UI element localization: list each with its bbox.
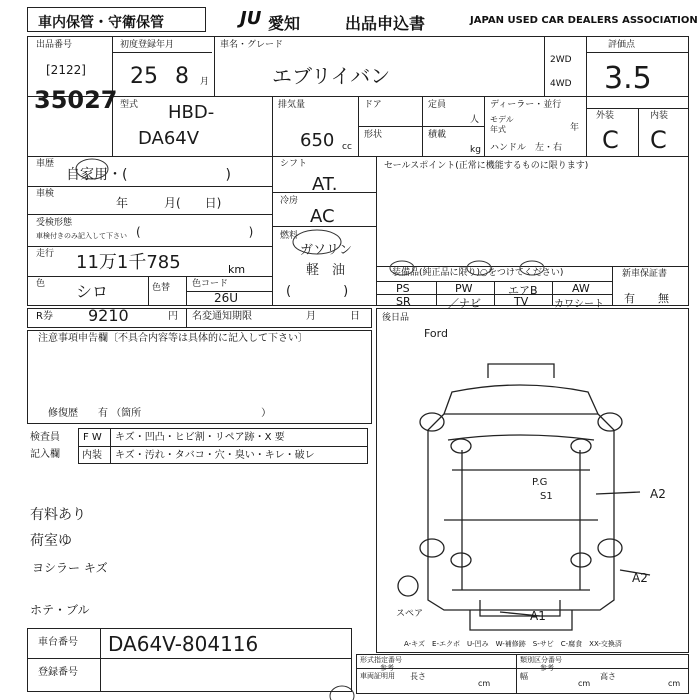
equipment-airbag: エアB [508,284,538,297]
ac-value: AC [310,206,335,227]
interior-items: キズ・汚れ・タバコ・穴・臭い・キレ・破レ [115,450,315,461]
designated-label: 形式指定番号 [360,656,402,664]
year-unit: 年 [570,123,580,133]
fw-label: F W [83,432,102,443]
storage-title: 車内保管・守衛保管 [38,15,164,31]
form-title: 出品申込書 [345,14,426,33]
history-value: 自家用・( ) [66,167,231,183]
model-code-2: DA64V [138,128,200,149]
first-reg-month: 8 [175,64,189,89]
handwritten-note-2: 荷室ゆ [30,533,72,549]
name-change-month: 月 [306,311,316,322]
name-change-label: 名変通知期限 [192,311,252,322]
class-ref: 参考 [540,664,554,672]
damage-mark-a1: A1 [530,609,546,623]
mileage-value: 11万1千785 [76,252,181,273]
equipment-label: 装備品(純正品に限り)○をつけてください) [392,268,564,278]
equipment-leather: カワシート [554,299,604,310]
displacement-value: 650 [300,130,335,151]
recycle-value: 9210 [88,306,129,325]
fuel-gas: ガソリン [300,243,353,258]
ju-logo: JU [240,8,262,29]
lot-number: 35027 [34,86,118,114]
org-name: 愛知 [268,14,301,33]
interior-label: 内装 [650,111,669,121]
damage-legend: A-キズ E-エクボ U-凹み W-補修跡 S-サビ C-腐食 XX-交換済 [404,640,622,648]
repaint-label: 色替 [152,283,171,293]
fuel-other: ( ) [286,284,349,299]
length-unit: cm [478,679,491,688]
capacity-unit: 人 [470,115,480,125]
model-year-label: モデル [490,115,514,124]
model-label: 型式 [120,100,139,110]
handle-label: ハンドル 左・右 [490,143,563,153]
score-label: 評価点 [608,40,636,50]
damage-mark-pg: P.G [532,477,548,488]
receipt-value: ( ) [136,225,254,239]
recycle-label: R券 [36,311,53,322]
length-label: 長さ [410,672,426,681]
damage-mark-s1: S1 [540,491,553,502]
notes-label: 注意事項申告欄〔不具合内容等は具体的に記入して下さい〕 [38,333,308,344]
spare-label: スペア [396,609,424,619]
inspector-label-1: 検査員 [30,432,60,443]
color-label: 色 [36,279,46,289]
new-warranty-label: 新車保証書 [622,269,668,279]
fuel-label: 燃料 [280,231,299,241]
drive-2wd: 2WD [550,55,572,65]
exterior-label: 外装 [596,111,615,121]
shape-label: 形状 [364,130,383,140]
storage-title-box [27,7,206,32]
first-reg-month-unit: 月 [200,77,210,87]
first-reg-label: 初度登録年月 [120,40,175,50]
warranty-no: 無 [658,292,669,305]
name-change-day: 日 [350,311,360,322]
inspector-label-2: 記入欄 [30,449,60,460]
registration-label: 登録番号 [38,667,78,678]
fuel-diesel: 軽 油 [306,263,346,278]
year-label: 年式 [490,125,506,134]
equipment-aw: AW [572,282,590,295]
handwritten-note-1: 有料あり [30,507,86,523]
dealer-label: ディーラー・並行 [490,100,562,110]
color-code-label: 色コード [192,279,229,289]
displacement-unit: cc [342,142,352,152]
mileage-label: 走行 [36,249,55,259]
drive-4wd: 4WD [550,79,572,89]
height-label: 高さ [600,672,616,681]
class-label: 類別区分番号 [520,656,562,664]
exterior-grade: C [602,126,619,154]
association-name: JAPAN USED CAR DEALERS ASSOCIATION [470,15,698,26]
damage-mark-a2-lower: A2 [632,571,648,585]
width-label: 幅 [520,672,528,681]
first-reg-year: 25 [130,64,158,89]
sales-point-label: セールスポイント(正常に機能するものに限ります) [384,161,589,171]
car-name-label: 車名・グレード [220,40,284,50]
rear-items-label: 後日品 [382,313,410,323]
width-unit: cm [578,679,591,688]
capacity-label: 定員 [428,100,447,110]
interior-grade: C [650,126,667,154]
color-code-value: 26U [214,291,239,305]
receipt-note: 車検付きのみ記入して下さい [36,232,127,240]
load-label: 積載 [428,130,447,140]
chassis-value: DA64V-804116 [108,632,259,656]
load-unit: kg [470,145,481,155]
chassis-label: 車台番号 [38,637,78,648]
shift-value: AT. [312,174,338,195]
shift-label: シフト [280,159,308,169]
equipment-sr: SR [396,295,411,308]
lot-label: 出品番号 [36,40,73,50]
equipment-navi: ／ナビ [448,297,481,310]
fw-items: キズ・凹凸・ヒビ割・リペア跡・X 要 [115,432,285,443]
warranty-yes: 有 [624,292,635,305]
color-value: シロ [76,282,109,301]
door-label: ドア [364,100,382,110]
history-label: 車歴 [36,159,55,169]
equipment-ps: PS [396,282,410,295]
car-name-value: エブリイバン [272,64,391,88]
inspection-label: 車検 [36,189,55,199]
recycle-unit: 円 [168,311,178,322]
ac-label: 冷房 [280,196,299,206]
displacement-label: 排気量 [278,100,306,110]
height-unit: cm [668,679,681,688]
vehicle-cert-label: 車両証明用 [360,672,395,680]
model-code-1: HBD- [168,102,215,123]
rear-items-value: Ford [424,327,448,340]
inspection-value: 年 月( 日) [116,196,222,210]
handwritten-note-3: ヨシラー キズ [32,561,108,575]
mileage-unit: km [228,263,246,276]
equipment-pw: PW [455,282,473,295]
equipment-tv: TV [514,295,529,308]
lot-small: [2122] [46,63,86,77]
interior-check-label: 内装 [82,450,102,461]
damage-mark-a2-upper: A2 [650,487,666,501]
score-value: 3.5 [604,61,652,96]
designated-ref: 参考 [380,664,394,672]
handwritten-note-4: ホテ・ブル [30,603,90,617]
repair-history-label: 修復歴 有 （箇所 ） [48,408,272,419]
receipt-label: 受検形態 [36,218,73,228]
